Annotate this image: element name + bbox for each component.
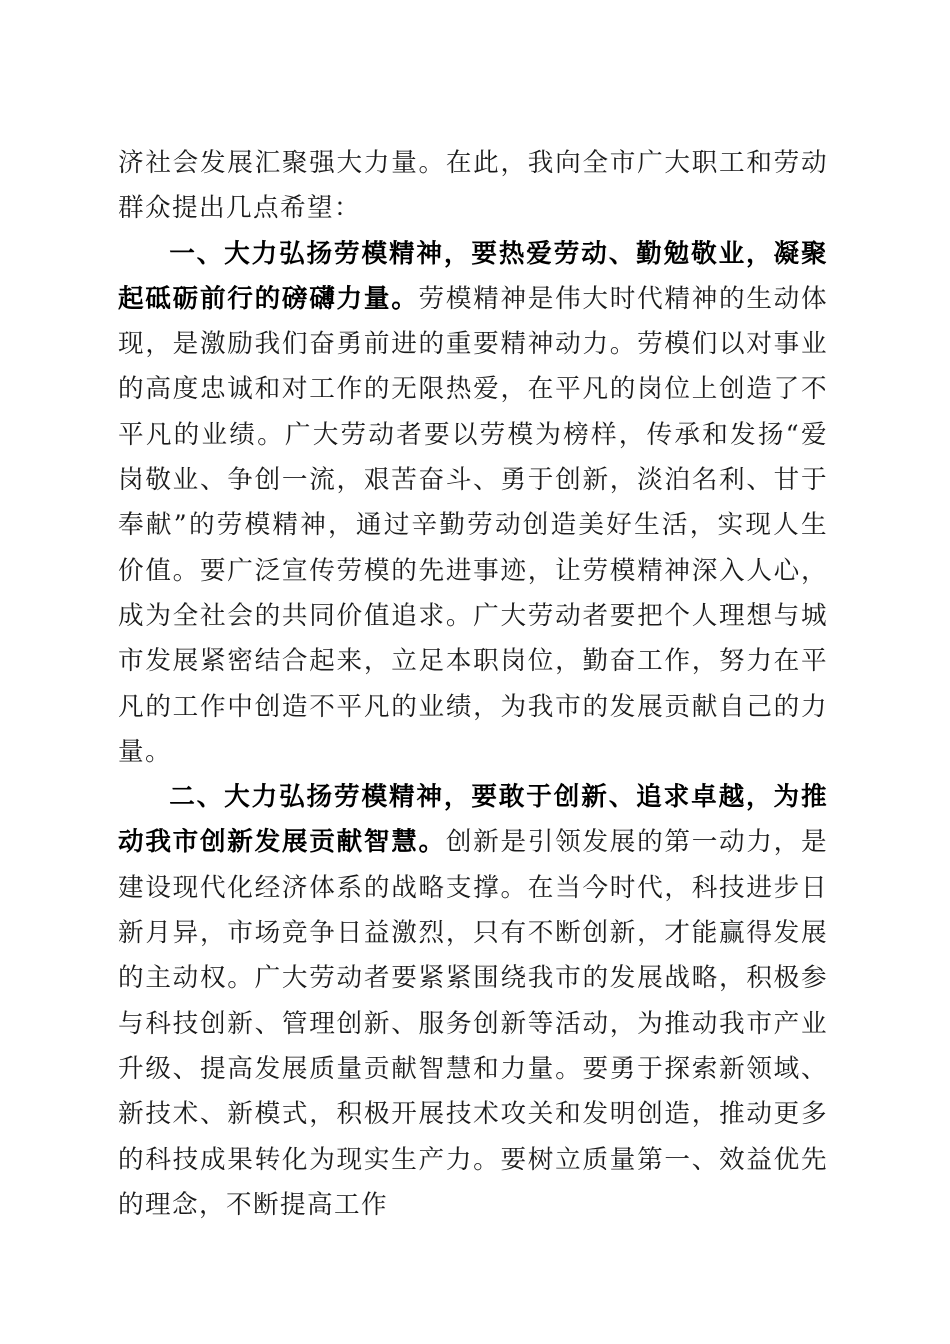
section-heading-two: 二、大力弘扬劳模精神，要敢于创新、追求卓越，为推动我市创新发展贡献智慧。 xyxy=(118,782,828,858)
section-heading-one: 一、大力弘扬劳模精神，要热爱劳动、勤勉敬业，凝聚起砥砺前行的磅礴力量。 xyxy=(118,238,828,314)
paragraph-body: 济社会发展汇聚强大力量。在此，我向全市广大职工和劳动群众提出几点希望： xyxy=(118,148,828,224)
document-body xyxy=(118,141,828,1228)
paragraph-body: 创新是引领发展的第一动力，是建设现代化经济体系的战略支撑。在当今时代，科技进步日新月异，市场竞争日益激烈，只有不断创新，才能赢得发展的主动权。广大劳动者要紧紧围绕我市的发展战略，积极参与科技创新、管理创新、服务创新等活动，为推动我市产业升级、提高发展质量贡献智慧和力量。要勇于探索新领域、新技术、新模式，积极开展技术攻关和发明创造，推动更多的科技成果转化为现实生产力。要树立质量第一、效益优先的理念，不断提高工作 xyxy=(118,827,828,1220)
paragraph-hope-one xyxy=(118,232,828,776)
paragraph-body: 劳模精神是伟大时代精神的生动体现，是激励我们奋勇前进的重要精神动力。劳模们以对事业的高度忠诚和对工作的无限热爱，在平凡的岗位上创造了不平凡的业绩。广大劳动者要以劳模为榜样，传承和发扬“爱岗敬业、争创一流，艰苦奋斗、勇于创新，淡泊名利、甘于奉献”的劳模精神，通过辛勤劳动创造美好生活，实现人生价值。要广泛宣传劳模的先进事迹，让劳模精神深入人心，成为全社会的共同价值追求。广大劳动者要把个人理想与城市发展紧密结合起来，立足本职岗位，勤奋工作，努力在平凡的工作中创造不平凡的业绩，为我市的发展贡献自己的力量。 xyxy=(118,283,828,767)
paragraph-continuation xyxy=(118,141,828,232)
paragraph-hope-two xyxy=(118,775,828,1228)
